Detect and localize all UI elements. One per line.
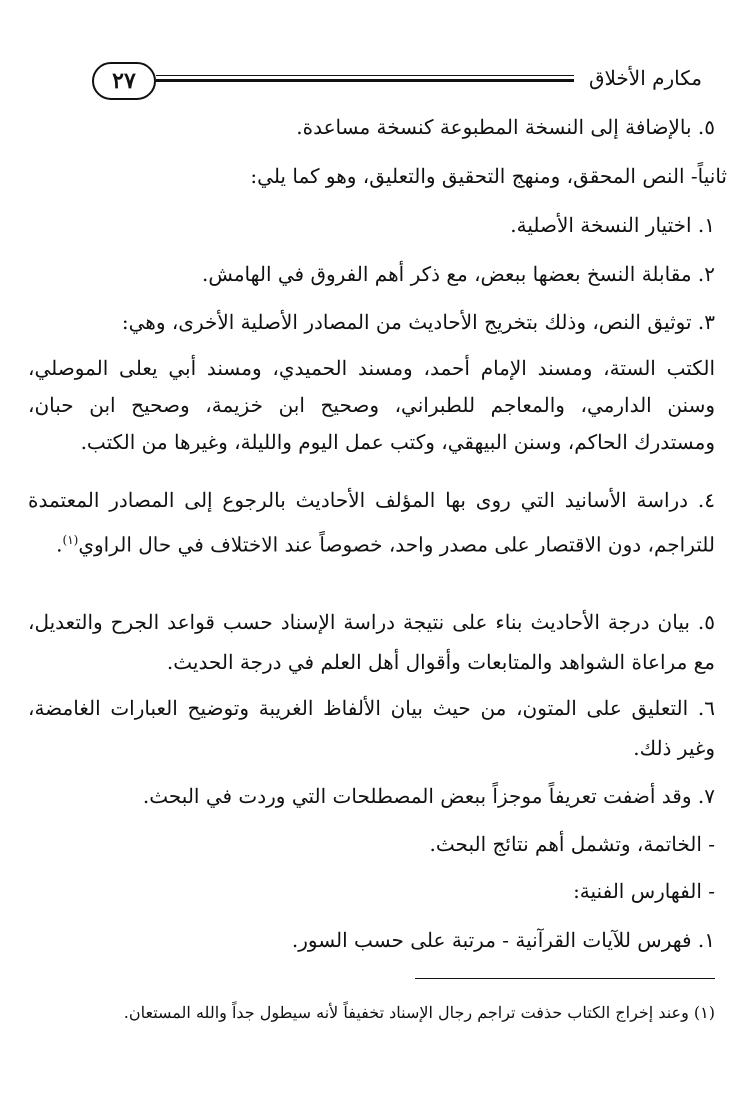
running-header [92,62,702,102]
paragraph-2: ثانياً- النص المحقق، ومنهج التحقيق والتعليق، وهو كما يلي: [250,164,727,188]
footnote: (١) وعند إخراج الكتاب حذفت تراجم رجال الإسناد تخفيفاً لأنه سيطول جداً والله المستعان. [123,1003,715,1022]
paragraph-12: - الفهارس الفنية: [573,879,715,903]
paragraph-8: ٥. بيان درجة الأحاديث بناء على نتيجة دراسة الإسناد حسب قواعد الجرح والتعديل، مع مراعاة الشواهد والمتابعات وأقوال أهل العلم في درجة الحديث. [28,610,715,674]
footnote-separator [415,978,715,979]
paragraph-4: ٢. مقابلة النسخ بعضها ببعض، مع ذكر أهم الفروق في الهامش. [201,262,715,286]
paragraph-5: ٣. توثيق النص، وذلك بتخريج الأحاديث من المصادر الأصلية الأخرى، وهي: [121,310,715,334]
paragraph-3: ١. اختيار النسخة الأصلية. [510,213,715,237]
header-double-rule [156,75,574,82]
page-number-badge [92,62,156,100]
paragraph-1: ٥. بالإضافة إلى النسخة المطبوعة كنسخة مساعدة. [296,115,715,139]
paragraph-7-text: ٤. دراسة الأسانيد التي روى بها المؤلف الأحاديث بالرجوع إلى المصادر المعتمدة للتراجم، دون الاقتصار على مصدر واحد، خصوصاً عند الاختلاف في حال الراوي [28,488,715,557]
paragraph-13: ١. فهرس للآيات القرآنية - مرتبة على حسب السور. [291,928,715,952]
footnote-marker: (١) [62,533,79,547]
paragraph-7 [28,480,715,565]
page-number: ٢٧ [112,68,136,94]
paragraph-9: ٦. التعليق على المتون، من حيث بيان الألفاظ الغريبة وتوضيح العبارات الغامضة، وغير ذلك. [28,696,715,760]
running-header-title: مكارم الأخلاق [588,66,702,90]
paragraph-7-end: . [56,532,63,557]
paragraph-10: ٧. وقد أضفت تعريفاً موجزاً ببعض المصطلحات التي وردت في البحث. [142,784,715,808]
paragraph-11: - الخاتمة، وتشمل أهم نتائج البحث. [429,832,715,856]
paragraph-6: الكتب الستة، ومسند الإمام أحمد، ومسند الحميدي، ومسند أبي يعلى الموصلي، وسنن الدارمي، والمعاجم للطبراني، وصحيح ابن خزيمة، وصحيح ابن حبان، ومستدرك الحاكم، وسنن البيهقي، وكتب عمل اليوم والليلة، وغيرها من الكتب. [28,356,716,454]
